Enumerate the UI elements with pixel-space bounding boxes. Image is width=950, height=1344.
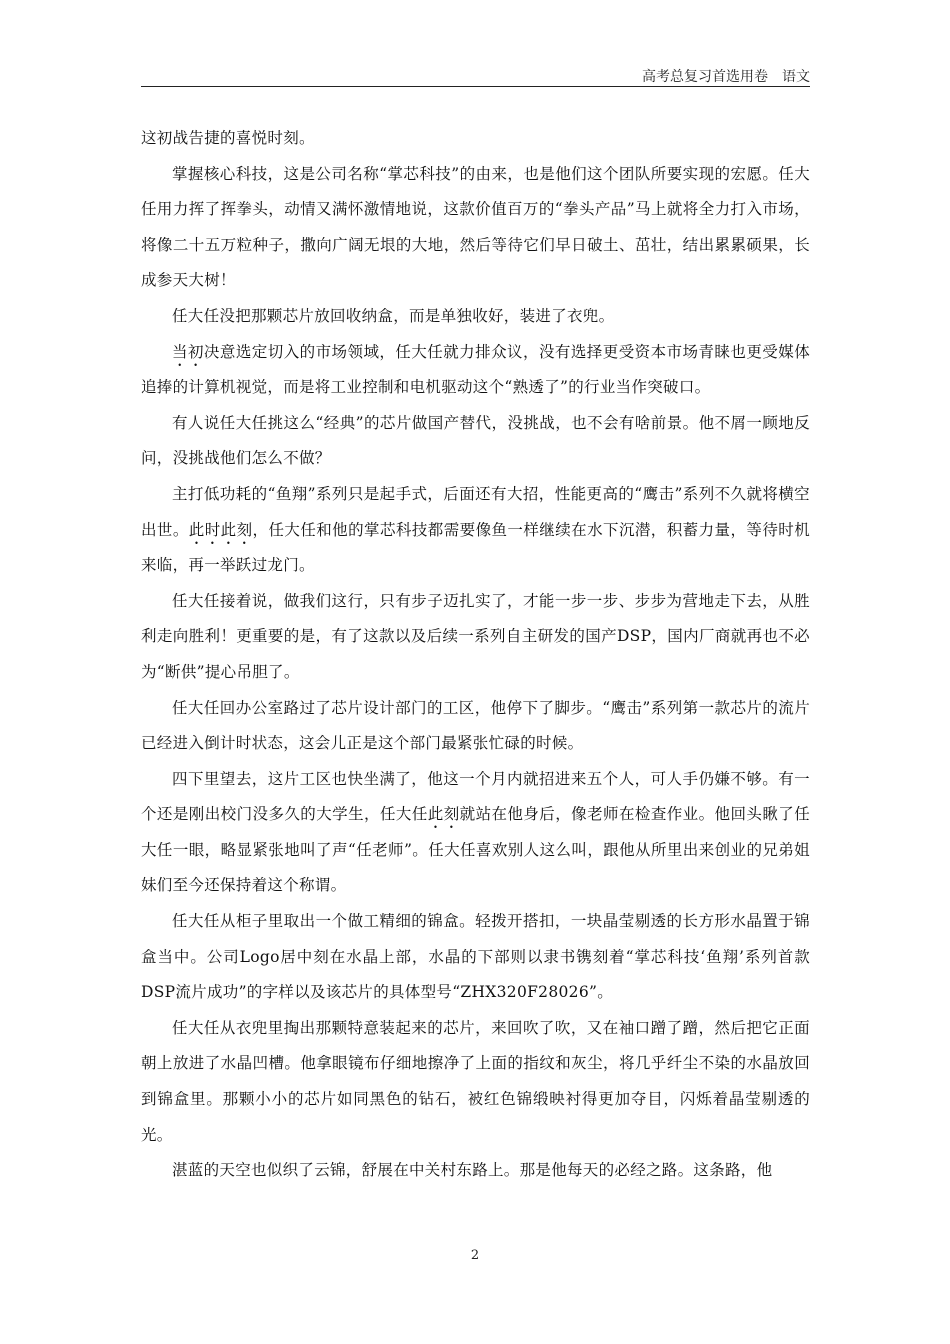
page-number: 2	[470, 1248, 480, 1263]
paragraph: 湛蓝的天空也似织了云锦，舒展在中关村东路上。那是他每天的必经之路。这条路，他	[172, 1161, 773, 1180]
header-title: 高考总复习首选用卷	[642, 69, 768, 85]
emphasized-text: 当初	[172, 342, 204, 361]
paragraph: 有人说任大任挑这么“经典”的芯片做国产替代，没挑战，也不会有啥前景。他不屑一顾地反问，没挑战他们怎么不做？	[141, 413, 810, 468]
emphasized-text: 此刻	[427, 805, 460, 824]
paragraph: 任大任没把那颗芯片放回收纳盒，而是单独收好，装进了衣兜。	[172, 306, 615, 325]
article-body	[141, 121, 810, 1189]
paragraph: 这初战告捷的喜悦时刻。	[141, 129, 315, 147]
page-header	[141, 66, 810, 88]
header-subject: 语文	[782, 69, 810, 85]
paragraph: 四下里望去，这片工区也快坐满了，他这一个月内就招进来五个人，可人手仍嫌不够。有一个还是刚出校门没多久的大学生，任大任此刻就站在他身后，像老师在检查作业。他回头瞅了任大任一眼，略显紧张地叫了声“任老师”。任大任喜欢别人这么叫，跟他从所里出来创业的兄弟姐妹们至今还保持着这个称谓。	[141, 769, 810, 895]
paragraph: 主打低功耗的“鱼翔”系列只是起手式，后面还有大招，性能更高的“鹰击”系列不久就将横空出世。此时此刻，任大任和他的掌芯科技都需要像鱼一样继续在水下沉潜，积蓄力量，等待时机来临，再一举跃过龙门。	[141, 484, 810, 575]
paragraph: 任大任回办公室路过了芯片设计部门的工区，他停下了脚步。“鹰击”系列第一款芯片的流片已经进入倒计时状态，这会儿正是这个部门最紧张忙碌的时候。	[141, 698, 810, 753]
paragraph: 当初决意选定切入的市场领域，任大任就力排众议，没有选择更受资本市场青睐也更受媒体追捧的计算机视觉，而是将工业控制和电机驱动这个“熟透了”的行业当作突破口。	[141, 342, 811, 397]
paragraph: 任大任接着说，做我们这行，只有步子迈扎实了，才能一步一步、步步为营地走下去，从胜利走向胜利！更重要的是，有了这款以及后续一系列自主研发的国产DSP，国内厂商就再也不必为“断供”提心吊胆了。	[141, 591, 810, 681]
paragraph: 任大任从柜子里取出一个做工精细的锦盒。轻拨开搭扣，一块晶莹剔透的长方形水晶置于锦盒当中。公司Logo居中刻在水晶上部，水晶的下部则以隶书镌刻着“掌芯科技‘鱼翔’系列首款DSP流片成功”的字样以及该芯片的具体型号“ZHX320F28026”。	[141, 912, 810, 1002]
paragraph: 掌握核心科技，这是公司名称“掌芯科技”的由来，也是他们这个团队所要实现的宏愿。任大任用力挥了挥拳头，动情又满怀激情地说，这款价值百万的“拳头产品”马上就将全力打入市场，将像二十五万粒种子，撒向广阔无垠的大地，然后等待它们早日破土、茁壮，结出累累硕果，长成参天大树！	[141, 164, 810, 290]
emphasized-text: 此时此刻	[188, 520, 253, 539]
header-divider	[141, 86, 810, 87]
paragraph: 任大任从衣兜里掏出那颗特意装起来的芯片，来回吹了吹，又在袖口蹭了蹭，然后把它正面朝上放进了水晶凹槽。他拿眼镜布仔细地擦净了上面的指纹和灰尘，将几乎纤尘不染的水晶放回到锦盒里。那颗小小的芯片如同黑色的钻石，被红色锦缎映衬得更加夺目，闪烁着晶莹剔透的光。	[141, 1018, 810, 1144]
